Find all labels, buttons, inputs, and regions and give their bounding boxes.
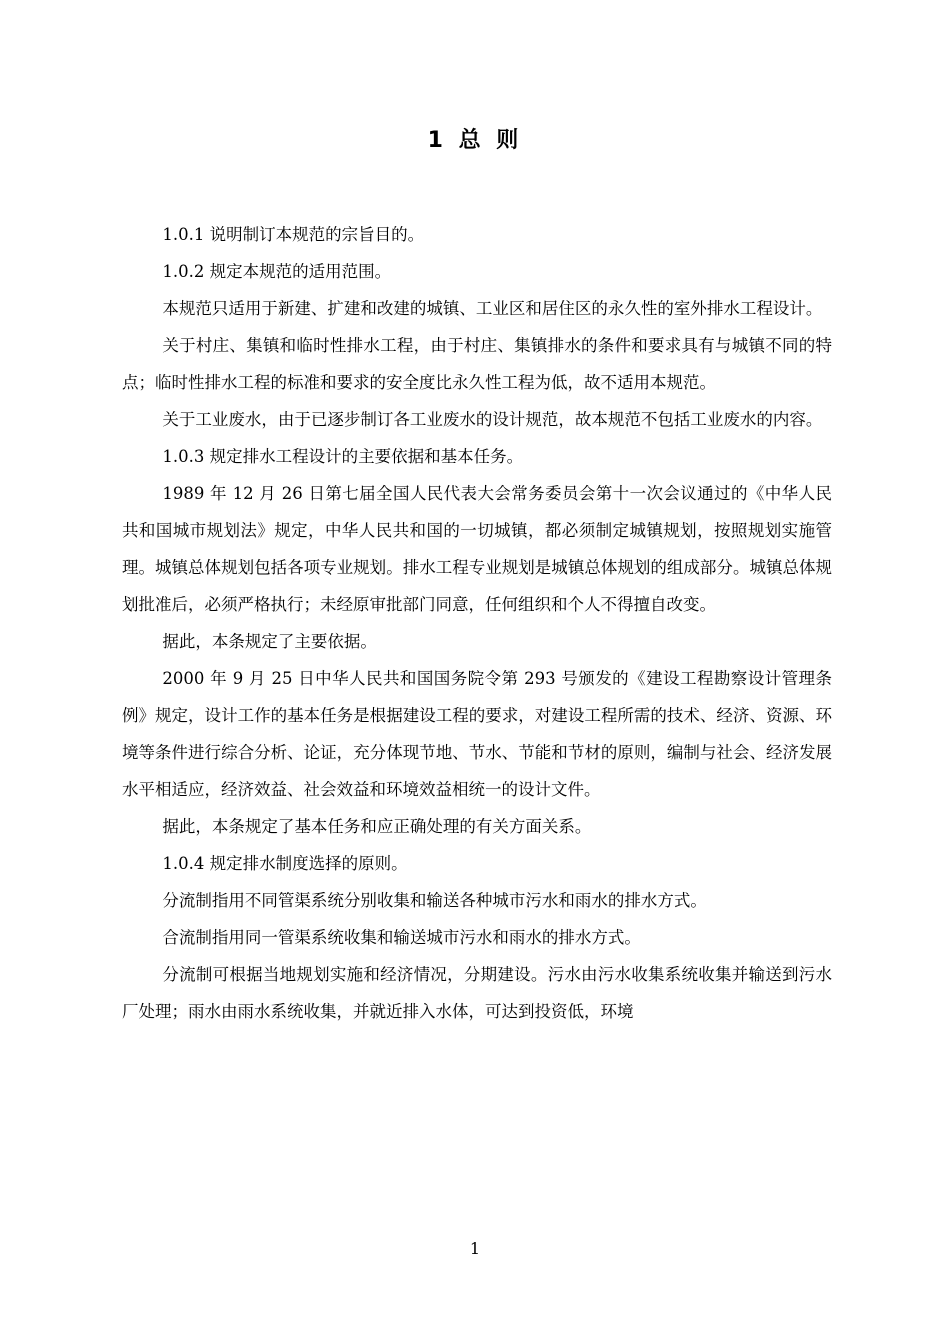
paragraph-main-basis: 据此，本条规定了主要依据。	[162, 632, 377, 651]
paragraph-1-0-1: 1.0.1 说明制订本规范的宗旨目的。	[162, 225, 425, 244]
paragraph-separate-system: 分流制指用不同管渠系统分别收集和输送各种城市污水和雨水的排水方式。	[162, 891, 707, 910]
paragraph-planning-law: 1989 年 12 月 26 日第七届全国人民代表大会常务委员会第十一次会议通过的《中华人民共和国城市规划法》规定，中华人民共和国的一切城镇，都必须制定城镇规划，按照规划实施管理。城镇总体规划包括各项专业规划。排水工程专业规划是城镇总体规划的组成部分。城镇总体规划批准后，必须严格执行；未经原审批部门同意，任何组织和个人不得擅自改变。	[122, 484, 832, 614]
paragraph-industrial-wastewater: 关于工业废水，由于已逐步制订各工业废水的设计规范，故本规范不包括工业废水的内容。	[162, 410, 823, 429]
paragraph-basic-task: 据此，本条规定了基本任务和应正确处理的有关方面关系。	[162, 817, 592, 836]
document-body	[122, 216, 832, 1030]
paragraph-scope: 本规范只适用于新建、扩建和改建的城镇、工业区和居住区的永久性的室外排水工程设计。	[162, 299, 823, 318]
paragraph-1-0-2: 1.0.2 规定本规范的适用范围。	[162, 262, 392, 281]
page-title: 1 总 则	[427, 128, 523, 153]
paragraph-combined-system: 合流制指用同一管渠系统收集和输送城市污水和雨水的排水方式。	[162, 928, 641, 947]
paragraph-1-0-4: 1.0.4 规定排水制度选择的原则。	[162, 854, 408, 873]
paragraph-village-drainage: 关于村庄、集镇和临时性排水工程，由于村庄、集镇排水的条件和要求具有与城镇不同的特点；临时性排水工程的标准和要求的安全度比永久性工程为低，故不适用本规范。	[122, 336, 832, 392]
paragraph-design-regulation: 2000 年 9 月 25 日中华人民共和国国务院令第 293 号颁发的《建设工程勘察设计管理条例》规定，设计工作的基本任务是根据建设工程的要求，对建设工程所需的技术、经济、资源、环境等条件进行综合分析、论证，充分体现节地、节水、节能和节材的原则，编制与社会、经济发展水平相适应，经济效益、社会效益和环境效益相统一的设计文件。	[122, 669, 832, 799]
page-number: 1	[469, 1239, 481, 1258]
paragraph-1-0-3: 1.0.3 规定排水工程设计的主要依据和基本任务。	[162, 447, 524, 466]
paragraph-phased-construction: 分流制可根据当地规划实施和经济情况，分期建设。污水由污水收集系统收集并输送到污水厂处理；雨水由雨水系统收集，并就近排入水体，可达到投资低，环境	[122, 965, 832, 1021]
